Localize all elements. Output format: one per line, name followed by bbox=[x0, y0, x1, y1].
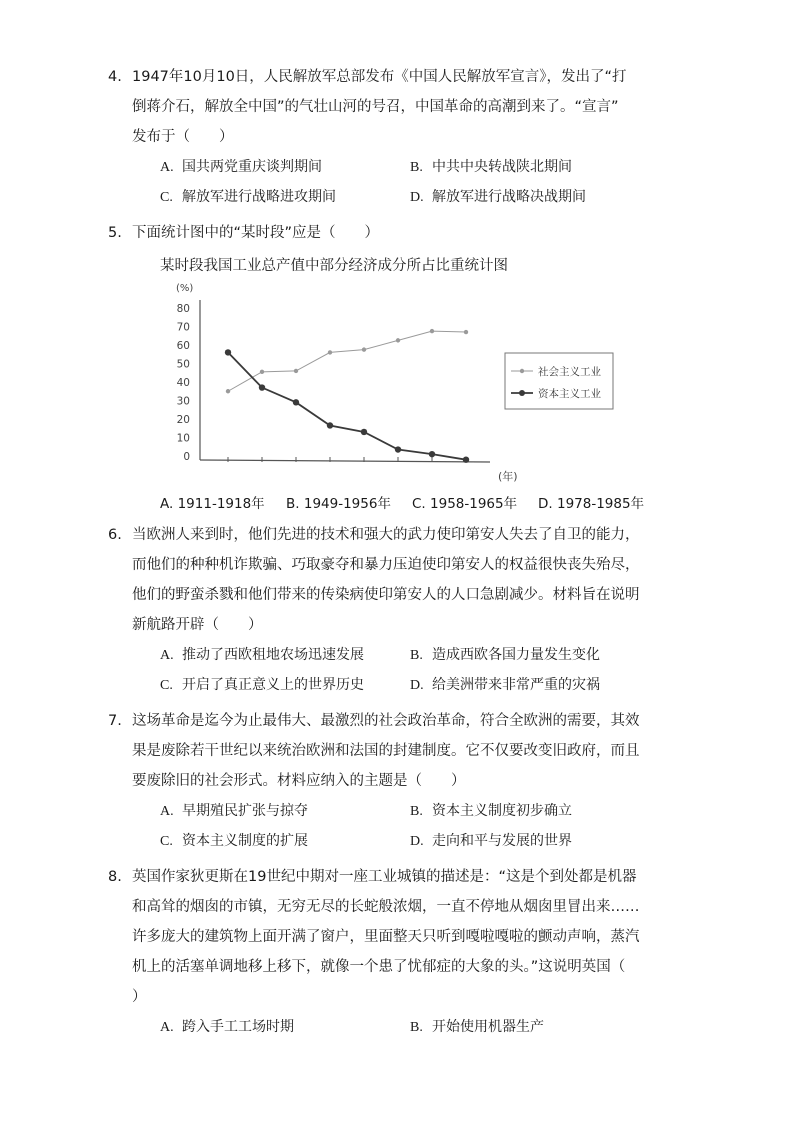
option-a[interactable]: A. 推动了西欧租地农场迅速发展 bbox=[160, 647, 364, 663]
y-tick-label: 70 bbox=[176, 321, 190, 334]
option-d[interactable]: D. 走向和平与发展的世界 bbox=[410, 833, 572, 849]
question-8 bbox=[108, 862, 672, 1042]
data-point bbox=[463, 457, 469, 463]
question-line: 发布于（ ） bbox=[132, 129, 234, 145]
y-tick-label: 60 bbox=[176, 340, 190, 352]
x-axis-label: (年) bbox=[498, 470, 518, 483]
question-line: 而他们的种种机诈欺骗、巧取豪夺和暴力压迫使印第安人的权益很快丧失殆尽， bbox=[132, 557, 640, 573]
y-tick-label: 40 bbox=[176, 377, 190, 389]
option-b[interactable]: B. 开始使用机器生产 bbox=[410, 1019, 544, 1035]
question-number: 5. bbox=[108, 225, 122, 241]
y-tick-label: 0 bbox=[183, 451, 190, 463]
option-c[interactable]: C. 开启了真正意义上的世界历史 bbox=[160, 677, 364, 693]
legend-label: 社会主义工业 bbox=[538, 366, 601, 378]
option-a[interactable]: A. 国共两党重庆谈判期间 bbox=[160, 159, 322, 175]
question-5 bbox=[108, 218, 672, 248]
question-line: 英国作家狄更斯在19世纪中期对一座工业城镇的描述是：“这是个到处都是机器 bbox=[132, 869, 637, 885]
data-point bbox=[328, 350, 332, 354]
y-tick-label: 10 bbox=[176, 432, 190, 445]
series-line-1 bbox=[228, 352, 466, 459]
question-number: 8. bbox=[108, 869, 122, 885]
question-line: 机上的活塞单调地移上移下，就像一个患了忧郁症的大象的头。”这说明英国（ bbox=[132, 959, 626, 975]
option-row bbox=[132, 1012, 672, 1042]
option-c[interactable]: C. 解放军进行战略进攻期间 bbox=[160, 189, 336, 205]
option-b[interactable]: B. 造成西欧各国力量发生变化 bbox=[410, 647, 600, 663]
question-line: 当欧洲人来到时，他们先进的技术和强大的武力使印第安人失去了自卫的能力， bbox=[132, 527, 640, 543]
question-7 bbox=[108, 706, 672, 856]
question-line: 倒蒋介石，解放全中国”的气壮山河的号召，中国革命的高潮到来了。“宣言” bbox=[132, 99, 619, 115]
data-point bbox=[396, 338, 400, 342]
legend-marker bbox=[520, 369, 524, 373]
question-line: ） bbox=[132, 989, 147, 1005]
option-b[interactable]: B. 1949-1956年 bbox=[286, 496, 391, 512]
option-c[interactable]: C. 1958-1965年 bbox=[412, 496, 518, 512]
question-6 bbox=[108, 520, 672, 700]
data-point bbox=[327, 422, 333, 428]
y-tick-label: 50 bbox=[176, 358, 190, 371]
question-line: 他们的野蛮杀戮和他们带来的传染病使印第安人的人口急剧减少。材料旨在说明 bbox=[132, 587, 640, 603]
question-line: 下面统计图中的“某时段”应是（ ） bbox=[132, 225, 380, 241]
option-a[interactable]: A. 跨入手工工场时期 bbox=[160, 1019, 294, 1035]
data-point bbox=[294, 369, 298, 373]
x-axis bbox=[200, 460, 490, 462]
question-line: 要废除旧的社会形式。材料应纳入的主题是（ ） bbox=[132, 773, 466, 789]
question-line: 1947年10月10日，人民解放军总部发布《中国人民解放军宣言》，发出了“打 bbox=[132, 69, 627, 85]
data-point bbox=[260, 370, 264, 374]
option-a[interactable]: A. 1911-1918年 bbox=[160, 496, 265, 512]
option-row bbox=[132, 826, 672, 856]
question-5-options bbox=[160, 492, 660, 516]
question-line: 新航路开辟（ ） bbox=[132, 617, 263, 633]
option-a[interactable]: A. 早期殖民扩张与掠夺 bbox=[160, 803, 308, 819]
data-point bbox=[226, 389, 230, 393]
legend-marker bbox=[519, 390, 525, 396]
line-chart bbox=[160, 278, 620, 483]
option-d[interactable]: D. 给美洲带来非常严重的灾祸 bbox=[410, 677, 600, 693]
option-row bbox=[132, 670, 672, 700]
question-number: 7. bbox=[108, 713, 122, 729]
axes bbox=[200, 300, 490, 462]
legend-box bbox=[505, 353, 613, 409]
legend-label: 资本主义工业 bbox=[538, 388, 601, 400]
y-tick-label: 80 bbox=[176, 303, 190, 315]
data-point bbox=[395, 446, 401, 452]
question-line: 和高耸的烟囱的市镇，无穷无尽的长蛇般浓烟，一直不停地从烟囱里冒出来…… bbox=[132, 899, 640, 915]
data-point bbox=[225, 349, 231, 355]
question-line: 这场革命是迄今为止最伟大、最激烈的社会政治革命，符合全欧洲的需要，其效 bbox=[132, 713, 640, 729]
option-row bbox=[132, 152, 672, 182]
question-line: 果是废除若干世纪以来统治欧洲和法国的封建制度。它不仅要改变旧政府，而且 bbox=[132, 743, 640, 759]
data-point bbox=[464, 330, 468, 334]
series-line-0 bbox=[228, 331, 466, 391]
question-line: 许多庞大的建筑物上面开满了窗户，里面整天只听到嘎啦嘎啦的颤动声响，蒸汽 bbox=[132, 929, 640, 945]
question-number: 6. bbox=[108, 527, 122, 543]
option-row bbox=[132, 640, 672, 670]
data-point bbox=[429, 451, 435, 457]
legend bbox=[505, 353, 613, 409]
data-point bbox=[293, 399, 299, 405]
y-tick-label: 30 bbox=[176, 395, 190, 408]
y-axis-label: (%) bbox=[176, 283, 194, 294]
option-b[interactable]: B. 资本主义制度初步确立 bbox=[410, 803, 572, 819]
option-row bbox=[132, 796, 672, 826]
option-b[interactable]: B. 中共中央转战陕北期间 bbox=[410, 159, 572, 175]
question-4 bbox=[108, 62, 672, 212]
y-tick-label: 20 bbox=[176, 414, 190, 426]
question-number: 4. bbox=[108, 69, 122, 85]
data-point bbox=[361, 429, 367, 435]
option-d[interactable]: D. 解放军进行战略决战期间 bbox=[410, 189, 586, 205]
chart-title: 某时段我国工业总产值中部分经济成分所占比重统计图 bbox=[160, 258, 508, 274]
data-point bbox=[430, 329, 434, 333]
series bbox=[225, 329, 469, 463]
option-d[interactable]: D. 1978-1985年 bbox=[538, 496, 645, 512]
data-point bbox=[259, 384, 265, 390]
data-point bbox=[362, 347, 366, 351]
option-c[interactable]: C. 资本主义制度的扩展 bbox=[160, 833, 308, 849]
y-ticks bbox=[177, 303, 190, 463]
option-row bbox=[132, 182, 672, 212]
